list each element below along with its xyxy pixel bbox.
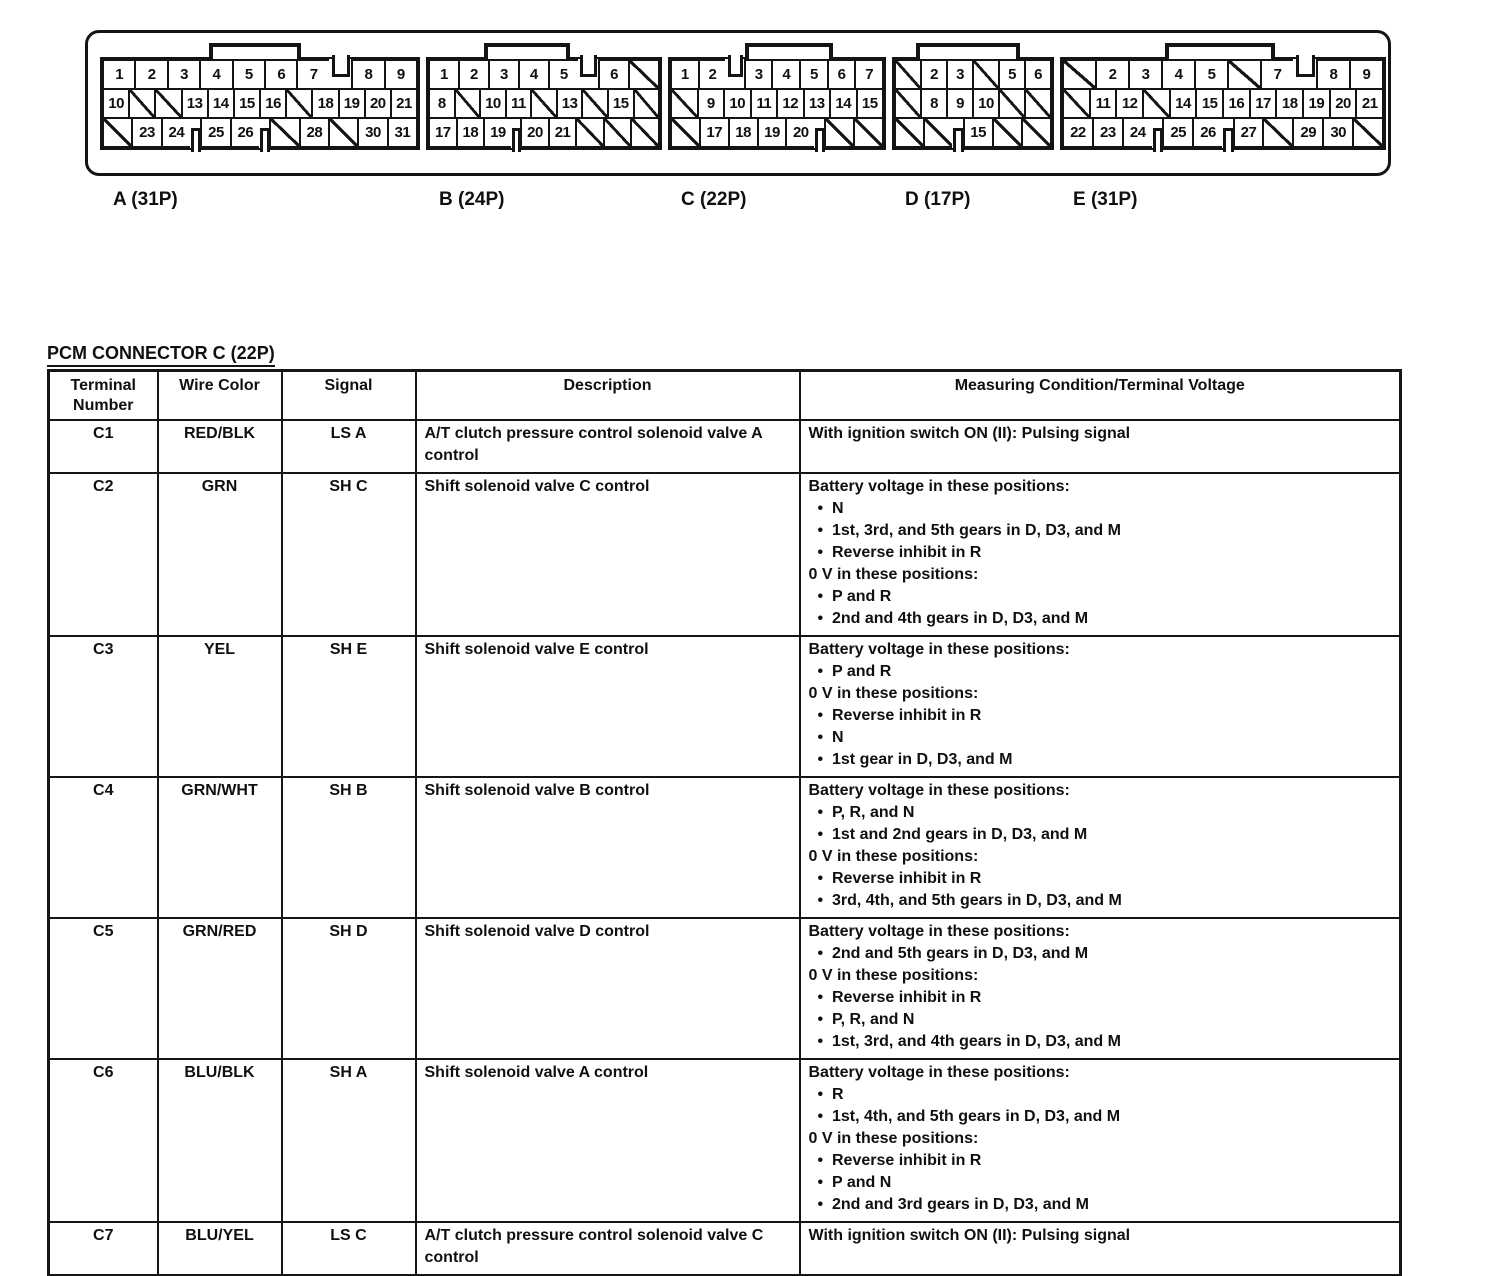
measuring-condition-cell <box>800 1222 1401 1276</box>
pin-e16: 16 <box>1222 88 1251 119</box>
pin-row <box>894 59 1052 90</box>
pin-e12: 12 <box>1115 88 1144 119</box>
pin-a28: 28 <box>299 117 330 148</box>
pin-d5: 5 <box>998 59 1026 90</box>
pin-c5: 5 <box>799 59 829 90</box>
condition-line: With ignition switch ON (II): Pulsing signal <box>808 425 1131 442</box>
terminal-number-cell: C4 <box>49 777 158 918</box>
pin-e22: 22 <box>1062 117 1094 148</box>
pin-row <box>670 59 884 90</box>
table-title: PCM CONNECTOR C (22P) <box>47 343 275 367</box>
pcm-connector-housing <box>85 30 1391 176</box>
pin-e30: 30 <box>1322 117 1354 148</box>
notch <box>578 59 600 90</box>
blocked-cell <box>670 88 699 119</box>
condition-line: • P and R <box>817 663 892 680</box>
table-row-c1 <box>49 420 1401 473</box>
signal-cell: SH E <box>282 636 416 777</box>
blocked-cell <box>285 88 313 119</box>
description-cell: Shift solenoid valve D control <box>416 918 800 1059</box>
pin-c13: 13 <box>803 88 832 119</box>
condition-line: • P and R <box>817 588 892 605</box>
description-cell: Shift solenoid valve A control <box>416 1059 800 1222</box>
measuring-condition-cell <box>800 777 1401 918</box>
pin-b3: 3 <box>488 59 520 90</box>
blocked-cell <box>1227 59 1262 90</box>
condition-line: 0 V in these positions: <box>808 967 979 984</box>
pin-b4: 4 <box>518 59 550 90</box>
pin-c14: 14 <box>829 88 858 119</box>
blocked-cell <box>628 59 660 90</box>
blocked-cell <box>972 59 1000 90</box>
condition-line: • R <box>817 1086 844 1103</box>
signal-cell: LS A <box>282 420 416 473</box>
blocked-cell <box>853 117 884 148</box>
pin-a9: 9 <box>384 59 418 90</box>
notch-shape <box>728 55 744 77</box>
pin-d15: 15 <box>963 117 994 148</box>
terminal-number-cell: C7 <box>49 1222 158 1276</box>
connector-label-d: D (17P) <box>905 189 971 210</box>
description-cell: Shift solenoid valve B control <box>416 777 800 918</box>
wire-color-cell: GRN <box>158 473 282 636</box>
pin-a24: 24 <box>161 117 192 148</box>
pin-row <box>428 88 660 119</box>
pin-c15: 15 <box>856 88 885 119</box>
signal-cell: SH D <box>282 918 416 1059</box>
condition-line: • Reverse inhibit in R <box>817 707 982 724</box>
pin-a19: 19 <box>338 88 366 119</box>
signal-cell: SH C <box>282 473 416 636</box>
table-row-c5 <box>49 918 1401 1059</box>
pin-c6: 6 <box>827 59 857 90</box>
pin-d10: 10 <box>972 88 1000 119</box>
notch <box>725 59 746 90</box>
pin-a7: 7 <box>296 59 330 90</box>
condition-line: • P, R, and N <box>817 1011 915 1028</box>
condition-line: • 1st, 3rd, and 5th gears in D, D3, and M <box>817 522 1121 539</box>
condition-line: Battery voltage in these positions: <box>808 923 1070 940</box>
notch <box>329 59 353 90</box>
pin-a10: 10 <box>102 88 130 119</box>
pin-row <box>1062 59 1384 90</box>
terminal-number-cell: C3 <box>49 636 158 777</box>
condition-line: • 2nd and 4th gears in D, D3, and M <box>817 610 1089 627</box>
pin-row <box>102 59 418 90</box>
measuring-condition-cell <box>800 918 1401 1059</box>
condition-line: With ignition switch ON (II): Pulsing signal <box>808 1227 1131 1244</box>
wire-color-cell: BLU/YEL <box>158 1222 282 1276</box>
pin-row <box>1062 117 1384 148</box>
description-cell: A/T clutch pressure control solenoid valve C control <box>416 1222 800 1276</box>
blocked-cell <box>530 88 558 119</box>
pin-a1: 1 <box>102 59 136 90</box>
blocked-cell <box>581 88 609 119</box>
condition-line: Battery voltage in these positions: <box>808 478 1070 495</box>
blocked-cell <box>1024 88 1052 119</box>
pin-row <box>670 117 884 148</box>
pcm-connector-diagram <box>85 30 1391 225</box>
measuring-condition-cell <box>800 1059 1401 1222</box>
condition-line: • 3rd, 4th, and 5th gears in D, D3, and M <box>817 892 1122 909</box>
pin-b2: 2 <box>458 59 490 90</box>
blocked-cell <box>128 88 156 119</box>
pin-row <box>102 88 418 119</box>
notch-shape <box>580 55 597 77</box>
table-header-row <box>49 371 1401 421</box>
pin-a21: 21 <box>390 88 418 119</box>
pin-d9: 9 <box>946 88 974 119</box>
pin-a8: 8 <box>351 59 385 90</box>
description-cell: Shift solenoid valve C control <box>416 473 800 636</box>
blocked-cell <box>1352 117 1384 148</box>
condition-line: Battery voltage in these positions: <box>808 782 1070 799</box>
blocked-cell <box>670 117 701 148</box>
pin-a18: 18 <box>311 88 339 119</box>
pin-row <box>670 88 884 119</box>
table-row-c7 <box>49 1222 1401 1276</box>
table-row-c6 <box>49 1059 1401 1222</box>
blocked-cell <box>894 88 922 119</box>
connector-c-table-section <box>47 343 1399 1276</box>
pin-e27: 27 <box>1233 117 1265 148</box>
pin-b13: 13 <box>556 88 584 119</box>
blocked-cell <box>1142 88 1171 119</box>
condition-line: • Reverse inhibit in R <box>817 544 982 561</box>
condition-line: 0 V in these positions: <box>808 685 979 702</box>
pin-a30: 30 <box>357 117 388 148</box>
blocked-cell <box>328 117 359 148</box>
blocked-cell <box>630 117 660 148</box>
blocked-cell <box>575 117 605 148</box>
pin-e7: 7 <box>1260 59 1295 90</box>
pin-a6: 6 <box>264 59 298 90</box>
pin-b17: 17 <box>428 117 458 148</box>
terminal-number-cell: C5 <box>49 918 158 1059</box>
blocked-cell <box>894 117 925 148</box>
connector-d-diagram <box>892 57 1054 150</box>
pin-e8: 8 <box>1316 59 1351 90</box>
condition-line: 0 V in these positions: <box>808 1130 979 1147</box>
pin-b6: 6 <box>598 59 630 90</box>
pin-e25: 25 <box>1162 117 1194 148</box>
pin-a15: 15 <box>233 88 261 119</box>
pin-e15: 15 <box>1195 88 1224 119</box>
pin-row <box>102 117 418 148</box>
connector-labels <box>85 189 1391 225</box>
column-header-measuring-condition-terminal-voltage: Measuring Condition/Terminal Voltage <box>800 371 1401 421</box>
blocked-cell <box>824 117 855 148</box>
condition-line: • N <box>817 729 844 746</box>
pin-e4: 4 <box>1161 59 1196 90</box>
condition-line: • 1st, 4th, and 5th gears in D, D3, and M <box>817 1108 1121 1125</box>
condition-line: • 2nd and 3rd gears in D, D3, and M <box>817 1196 1089 1213</box>
pin-a2: 2 <box>134 59 168 90</box>
pin-e21: 21 <box>1355 88 1384 119</box>
pin-c19: 19 <box>757 117 788 148</box>
pin-e11: 11 <box>1089 88 1118 119</box>
pin-b21: 21 <box>548 117 578 148</box>
pin-d2: 2 <box>920 59 948 90</box>
pin-row <box>1062 88 1384 119</box>
wire-color-cell: YEL <box>158 636 282 777</box>
connector-label-c: C (22P) <box>681 189 747 210</box>
pin-e20: 20 <box>1329 88 1358 119</box>
condition-line: • 1st, 3rd, and 4th gears in D, D3, and M <box>817 1033 1121 1050</box>
condition-line: • P, R, and N <box>817 804 915 821</box>
terminal-number-cell: C6 <box>49 1059 158 1222</box>
condition-line: • P and N <box>817 1174 892 1191</box>
blocked-cell <box>269 117 300 148</box>
signal-cell: SH A <box>282 1059 416 1222</box>
pin-a13: 13 <box>181 88 209 119</box>
notch-shape <box>332 55 351 77</box>
pin-a26: 26 <box>230 117 261 148</box>
condition-line: Battery voltage in these positions: <box>808 641 1070 658</box>
wire-color-cell: GRN/WHT <box>158 777 282 918</box>
pin-e26: 26 <box>1192 117 1224 148</box>
blocked-cell <box>454 88 482 119</box>
pin-c1: 1 <box>670 59 700 90</box>
pin-a20: 20 <box>364 88 392 119</box>
pin-b8: 8 <box>428 88 456 119</box>
pin-c3: 3 <box>744 59 774 90</box>
connector-c-diagram <box>668 57 886 150</box>
blocked-cell <box>1021 117 1052 148</box>
pin-d3: 3 <box>946 59 974 90</box>
measuring-condition-cell <box>800 420 1401 473</box>
pin-e24: 24 <box>1122 117 1154 148</box>
table-row-c2 <box>49 473 1401 636</box>
pin-row <box>894 117 1052 148</box>
column-header-wire-color: Wire Color <box>158 371 282 421</box>
blocked-cell <box>1062 59 1097 90</box>
pin-b18: 18 <box>456 117 486 148</box>
terminal-number-cell: C1 <box>49 420 158 473</box>
pin-e19: 19 <box>1302 88 1331 119</box>
pin-e23: 23 <box>1092 117 1124 148</box>
connector-label-b: B (24P) <box>439 189 505 210</box>
condition-line: • 2nd and 5th gears in D, D3, and M <box>817 945 1089 962</box>
condition-line: • Reverse inhibit in R <box>817 870 982 887</box>
pin-e18: 18 <box>1275 88 1304 119</box>
column-header-terminal-number: Terminal Number <box>49 371 158 421</box>
wire-color-cell: BLU/BLK <box>158 1059 282 1222</box>
pin-b19: 19 <box>483 117 513 148</box>
connector-label-a: A (31P) <box>113 189 178 210</box>
pin-c12: 12 <box>776 88 805 119</box>
pin-a14: 14 <box>207 88 235 119</box>
connector-label-e: E (31P) <box>1073 189 1138 210</box>
pin-e29: 29 <box>1292 117 1324 148</box>
condition-line: 0 V in these positions: <box>808 566 979 583</box>
pin-e3: 3 <box>1128 59 1163 90</box>
blocked-cell <box>998 88 1026 119</box>
column-header-signal: Signal <box>282 371 416 421</box>
pin-row <box>894 88 1052 119</box>
blocked-cell <box>1262 117 1294 148</box>
pin-c11: 11 <box>750 88 779 119</box>
pin-e2: 2 <box>1095 59 1130 90</box>
pin-a23: 23 <box>131 117 162 148</box>
blocked-cell <box>154 88 182 119</box>
pin-c10: 10 <box>723 88 752 119</box>
table-row-c3 <box>49 636 1401 777</box>
notch <box>1293 59 1318 90</box>
condition-line: • 1st gear in D, D3, and M <box>817 751 1013 768</box>
description-cell: A/T clutch pressure control solenoid valve A control <box>416 420 800 473</box>
condition-line: Battery voltage in these positions: <box>808 1064 1070 1081</box>
connector-e-diagram <box>1060 57 1386 150</box>
pin-e5: 5 <box>1194 59 1229 90</box>
pin-c2: 2 <box>698 59 728 90</box>
column-header-description: Description <box>416 371 800 421</box>
pin-a3: 3 <box>167 59 201 90</box>
pin-e14: 14 <box>1169 88 1198 119</box>
condition-line: • N <box>817 500 844 517</box>
pin-a4: 4 <box>199 59 233 90</box>
pin-c7: 7 <box>854 59 884 90</box>
measuring-condition-cell <box>800 636 1401 777</box>
pin-row <box>428 117 660 148</box>
pin-b11: 11 <box>505 88 533 119</box>
pin-e9: 9 <box>1349 59 1384 90</box>
pin-b15: 15 <box>607 88 635 119</box>
blocked-cell <box>1062 88 1091 119</box>
description-cell: Shift solenoid valve E control <box>416 636 800 777</box>
pin-c4: 4 <box>771 59 801 90</box>
terminal-number-cell: C2 <box>49 473 158 636</box>
pin-c9: 9 <box>697 88 726 119</box>
pin-a31: 31 <box>387 117 418 148</box>
pin-row <box>428 59 660 90</box>
blocked-cell <box>992 117 1023 148</box>
blocked-cell <box>603 117 633 148</box>
pin-b20: 20 <box>520 117 550 148</box>
pcm-connector-c-table <box>47 369 1402 1276</box>
pin-b1: 1 <box>428 59 460 90</box>
blocked-cell <box>923 117 954 148</box>
pin-a16: 16 <box>259 88 287 119</box>
condition-line: • 1st and 2nd gears in D, D3, and M <box>817 826 1088 843</box>
pin-c17: 17 <box>699 117 730 148</box>
pin-d8: 8 <box>920 88 948 119</box>
signal-cell: SH B <box>282 777 416 918</box>
table-header <box>49 371 1401 421</box>
table-body <box>49 420 1401 1276</box>
table-row-c4 <box>49 777 1401 918</box>
connector-b-diagram <box>426 57 662 150</box>
pin-c20: 20 <box>785 117 816 148</box>
blocked-cell <box>894 59 922 90</box>
wire-color-cell: RED/BLK <box>158 420 282 473</box>
pin-e17: 17 <box>1249 88 1278 119</box>
pin-a5: 5 <box>232 59 266 90</box>
pin-c18: 18 <box>728 117 759 148</box>
connector-a-diagram <box>100 57 420 150</box>
condition-line: 0 V in these positions: <box>808 848 979 865</box>
blocked-cell <box>633 88 661 119</box>
blocked-cell <box>102 117 133 148</box>
measuring-condition-cell <box>800 473 1401 636</box>
pin-b5: 5 <box>548 59 580 90</box>
wire-color-cell: GRN/RED <box>158 918 282 1059</box>
pin-a25: 25 <box>200 117 231 148</box>
pin-d6: 6 <box>1024 59 1052 90</box>
condition-line: • Reverse inhibit in R <box>817 989 982 1006</box>
pin-b10: 10 <box>479 88 507 119</box>
condition-line: • Reverse inhibit in R <box>817 1152 982 1169</box>
notch-shape <box>1296 55 1315 77</box>
signal-cell: LS C <box>282 1222 416 1276</box>
